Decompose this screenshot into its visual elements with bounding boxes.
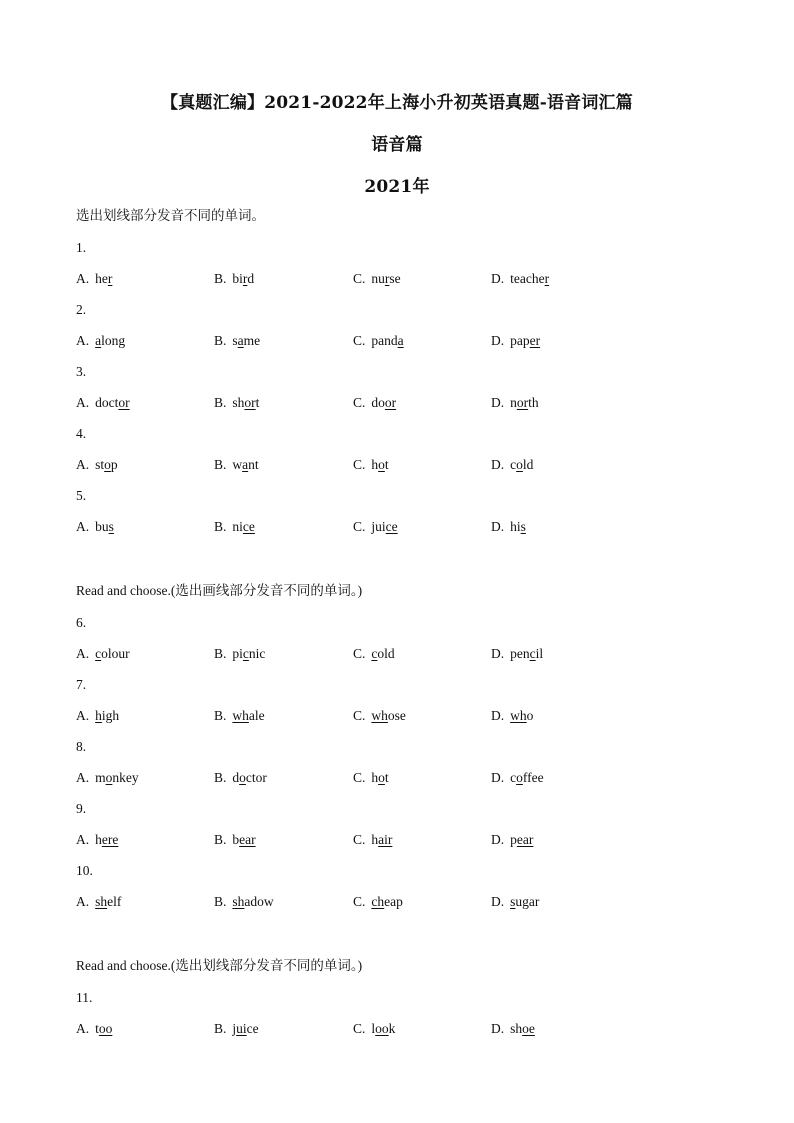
word-part: t <box>384 457 389 472</box>
option-d[interactable] <box>491 770 544 786</box>
word-part: doct <box>95 395 119 410</box>
word-part: p <box>510 832 517 847</box>
underlined-letters: h <box>95 708 102 723</box>
options-row <box>0 519 794 537</box>
word-part: il <box>535 646 544 661</box>
option-c[interactable] <box>353 457 389 473</box>
underlined-letters: s <box>520 519 526 534</box>
underlined-letters: r <box>107 271 113 286</box>
option-letter: D. <box>491 333 505 348</box>
underlined-letters: c <box>242 646 249 661</box>
word-part: pi <box>232 646 243 661</box>
underlined-letters: o <box>105 770 113 785</box>
underlined-letters: ear <box>516 832 534 847</box>
option-d[interactable] <box>491 894 539 910</box>
word-part: elf <box>107 894 122 909</box>
underlined-letters: ce <box>385 519 398 534</box>
underlined-letters: r <box>384 271 390 286</box>
option-c[interactable] <box>353 646 395 662</box>
option-letter: A. <box>76 271 90 286</box>
option-d[interactable] <box>491 1021 535 1037</box>
question-number: 4. <box>76 426 87 441</box>
option-b[interactable] <box>214 271 254 287</box>
word-part: th <box>528 395 539 410</box>
option-letter: C. <box>353 770 366 785</box>
option-letter: B. <box>214 832 227 847</box>
underlined-letters: wh <box>510 708 527 723</box>
option-letter: C. <box>353 1021 366 1036</box>
option-a[interactable] <box>76 646 130 662</box>
word-part: n <box>510 395 517 410</box>
option-d[interactable] <box>491 333 540 349</box>
option-b[interactable] <box>214 519 255 535</box>
option-letter: A. <box>76 333 90 348</box>
option-letter: B. <box>214 1021 227 1036</box>
word-part: h <box>371 832 379 847</box>
option-letter: B. <box>214 770 227 785</box>
word-part: me <box>243 333 261 348</box>
word-part: w <box>232 457 243 472</box>
option-d[interactable] <box>491 646 543 662</box>
word-part: st <box>95 457 105 472</box>
question-number: 6. <box>76 615 87 630</box>
options-row <box>0 395 794 413</box>
word-part: d <box>232 770 240 785</box>
year-heading: 2021年 <box>364 177 430 197</box>
word-part: jui <box>371 519 386 534</box>
underlined-letters: o <box>378 457 385 472</box>
underlined-letters: r <box>242 271 248 286</box>
option-c[interactable] <box>353 271 401 287</box>
underlined-letters: ce <box>242 519 255 534</box>
option-a[interactable] <box>76 271 112 287</box>
options-row <box>0 271 794 289</box>
question-number: 8. <box>76 739 87 754</box>
option-letter: B. <box>214 646 227 661</box>
word-part: old <box>377 646 395 661</box>
option-letter: A. <box>76 457 90 472</box>
underlined-letters: c <box>371 646 378 661</box>
underlined-letters: or <box>244 395 256 410</box>
underlined-letters: o <box>378 770 385 785</box>
document-title: 【真题汇编】2021-2022年上海小升初英语真题-语音词汇篇 <box>161 93 633 113</box>
word-part: p <box>110 457 118 472</box>
word-part: pand <box>371 333 398 348</box>
word-part: h <box>371 457 379 472</box>
option-d[interactable] <box>491 832 533 848</box>
option-c[interactable] <box>353 770 389 786</box>
question-number: 5. <box>76 488 87 503</box>
underlined-letters: or <box>118 395 130 410</box>
option-d[interactable] <box>491 271 549 287</box>
option-a[interactable] <box>76 395 130 411</box>
word-part: nic <box>248 646 266 661</box>
underlined-letters: oe <box>522 1021 535 1036</box>
option-d[interactable] <box>491 519 526 535</box>
option-letter: A. <box>76 770 90 785</box>
underlined-letters: ere <box>101 832 119 847</box>
option-letter: D. <box>491 894 505 909</box>
underlined-letters: a <box>237 333 244 348</box>
word-part: ose <box>387 708 406 723</box>
option-letter: D. <box>491 519 505 534</box>
word-part: sh <box>232 395 245 410</box>
option-letter: B. <box>214 708 227 723</box>
question-number: 3. <box>76 364 87 379</box>
underlined-letters: ear <box>239 832 256 847</box>
word-part: nt <box>248 457 259 472</box>
word-part: ugar <box>515 894 540 909</box>
word-part: olour <box>101 646 130 661</box>
option-letter: D. <box>491 271 505 286</box>
word-part: o <box>526 708 534 723</box>
underlined-letters: or <box>516 395 529 410</box>
question-number: 1. <box>76 240 87 255</box>
option-letter: D. <box>491 770 505 785</box>
question-number: 11. <box>76 990 93 1005</box>
word-part: d <box>247 271 255 286</box>
option-a[interactable] <box>76 457 118 473</box>
option-letter: C. <box>353 708 366 723</box>
option-a[interactable] <box>76 519 114 535</box>
underlined-letters: o <box>516 457 523 472</box>
underlined-letters: o <box>516 770 523 785</box>
option-c[interactable] <box>353 519 398 535</box>
word-part: c <box>510 457 517 472</box>
option-letter: D. <box>491 457 505 472</box>
word-part: ld <box>522 457 534 472</box>
option-letter: C. <box>353 457 366 472</box>
options-row <box>0 894 794 912</box>
word-part: eap <box>384 894 403 909</box>
option-letter: A. <box>76 646 90 661</box>
option-letter: C. <box>353 832 366 847</box>
underlined-letters: oo <box>98 1021 113 1036</box>
underlined-letters: a <box>95 333 102 348</box>
option-b[interactable] <box>214 457 259 473</box>
option-b[interactable] <box>214 646 265 662</box>
option-b[interactable] <box>214 894 274 910</box>
option-letter: C. <box>353 646 366 661</box>
option-a[interactable] <box>76 770 139 786</box>
underlined-letters: sh <box>95 894 108 909</box>
section-instruction: Read and choose.(选出划线部分发音不同的单词。) <box>76 958 363 973</box>
option-letter: D. <box>491 1021 505 1036</box>
word-part: h <box>371 770 379 785</box>
underlined-letters: c <box>95 646 102 661</box>
option-c[interactable] <box>353 894 403 910</box>
option-letter: C. <box>353 333 366 348</box>
word-part: ce <box>246 1021 259 1036</box>
options-row <box>0 457 794 475</box>
word-part: pen <box>510 646 530 661</box>
section-heading: 语音篇 <box>371 135 423 155</box>
word-part: k <box>388 1021 396 1036</box>
option-c[interactable] <box>353 1021 395 1037</box>
option-letter: A. <box>76 1021 90 1036</box>
word-part: m <box>95 770 106 785</box>
word-part: igh <box>101 708 120 723</box>
underlined-letters: air <box>378 832 393 847</box>
word-part: nu <box>371 271 385 286</box>
option-b[interactable] <box>214 395 259 411</box>
option-letter: D. <box>491 708 505 723</box>
option-letter: B. <box>214 894 227 909</box>
underlined-letters: sh <box>232 894 245 909</box>
option-a[interactable] <box>76 1021 112 1037</box>
word-part: ffee <box>522 770 544 785</box>
underlined-letters: o <box>104 457 111 472</box>
option-letter: A. <box>76 832 90 847</box>
underlined-letters: a <box>397 333 404 348</box>
word-part: long <box>101 333 126 348</box>
word-part: pap <box>510 333 530 348</box>
underlined-letters: s <box>108 519 114 534</box>
options-row <box>0 646 794 664</box>
underlined-letters: a <box>242 457 249 472</box>
underlined-letters: r <box>544 271 550 286</box>
option-d[interactable] <box>491 395 539 411</box>
option-b[interactable] <box>214 333 260 349</box>
word-part: bi <box>232 271 243 286</box>
option-letter: B. <box>214 271 227 286</box>
option-b[interactable] <box>214 708 265 724</box>
option-letter: D. <box>491 646 505 661</box>
underlined-letters: oo <box>375 1021 389 1036</box>
word-part: j <box>232 1021 237 1036</box>
underlined-letters: s <box>510 894 516 909</box>
word-part: b <box>232 832 240 847</box>
option-d[interactable] <box>491 457 533 473</box>
options-row <box>0 832 794 850</box>
word-part: ctor <box>245 770 267 785</box>
underlined-letters: c <box>529 646 536 661</box>
option-letter: A. <box>76 894 90 909</box>
option-letter: C. <box>353 271 366 286</box>
option-letter: C. <box>353 894 366 909</box>
question-number: 7. <box>76 677 87 692</box>
underlined-letters: wh <box>371 708 388 723</box>
word-part: c <box>510 770 517 785</box>
option-letter: B. <box>214 395 227 410</box>
question-number: 2. <box>76 302 87 317</box>
option-a[interactable] <box>76 333 125 349</box>
option-letter: A. <box>76 395 90 410</box>
option-letter: A. <box>76 519 90 534</box>
option-letter: B. <box>214 519 227 534</box>
underlined-letters: wh <box>232 708 249 723</box>
option-letter: D. <box>491 395 505 410</box>
word-part: hi <box>510 519 521 534</box>
options-row <box>0 333 794 351</box>
underlined-letters: ch <box>371 894 385 909</box>
word-part: he <box>95 271 108 286</box>
section-instruction: Read and choose.(选出画线部分发音不同的单词。) <box>76 583 363 598</box>
underlined-letters: ui <box>236 1021 247 1036</box>
word-part: h <box>95 832 102 847</box>
word-part: t <box>255 395 260 410</box>
word-part: ni <box>232 519 243 534</box>
underlined-letters: or <box>384 395 397 410</box>
word-part: adow <box>244 894 274 909</box>
option-a[interactable] <box>76 894 121 910</box>
word-part: l <box>371 1021 376 1036</box>
option-letter: C. <box>353 519 366 534</box>
word-part: s <box>232 333 238 348</box>
word-part: bu <box>95 519 109 534</box>
options-row <box>0 770 794 788</box>
options-row <box>0 1021 794 1039</box>
option-c[interactable] <box>353 333 404 349</box>
option-letter: C. <box>353 395 366 410</box>
option-b[interactable] <box>214 770 267 786</box>
word-part: ale <box>248 708 265 723</box>
option-letter: B. <box>214 457 227 472</box>
option-c[interactable] <box>353 395 396 411</box>
question-number: 9. <box>76 801 87 816</box>
option-a[interactable] <box>76 832 118 848</box>
underlined-letters: o <box>239 770 246 785</box>
word-part: teache <box>510 271 545 286</box>
word-part: nkey <box>112 770 139 785</box>
option-b[interactable] <box>214 832 256 848</box>
word-part: do <box>371 395 385 410</box>
option-letter: A. <box>76 708 90 723</box>
option-c[interactable] <box>353 708 406 724</box>
word-part: t <box>384 770 389 785</box>
word-part: sh <box>510 1021 523 1036</box>
options-row <box>0 708 794 726</box>
option-c[interactable] <box>353 832 392 848</box>
option-letter: B. <box>214 333 227 348</box>
option-b[interactable] <box>214 1021 259 1037</box>
word-part: se <box>389 271 401 286</box>
option-d[interactable] <box>491 708 533 724</box>
option-letter: D. <box>491 832 505 847</box>
section-instruction: 选出划线部分发音不同的单词。 <box>76 208 265 223</box>
word-part: t <box>95 1021 99 1036</box>
option-a[interactable] <box>76 708 119 724</box>
underlined-letters: er <box>529 333 541 348</box>
question-number: 10. <box>76 863 93 878</box>
